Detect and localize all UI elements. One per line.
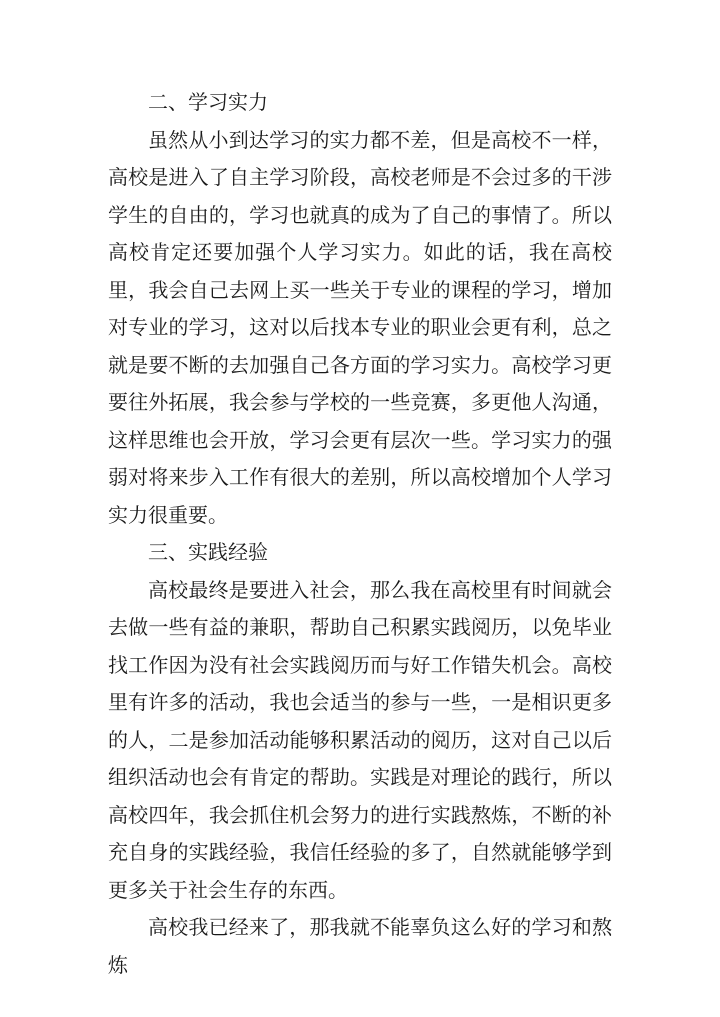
paragraph-closing: 高校我已经来了，那我就不能辜负这么好的学习和熬炼: [108, 915, 612, 977]
section-heading-practice-experience: 三、实践经验: [148, 540, 268, 564]
document-page: [108, 84, 612, 984]
paragraph-study-ability: 虽然从小到达学习的实力都不差，但是高校不一样，高校是进入了自主学习阶段，高校老师是不会过多的干涉学生的自由的，学习也就真的成为了自己的事情了。所以高校肯定还要加强个人学习实力。如此的话，我在高校里，我会自己去网上买一些关于专业的课程的学习，增加对专业的学习，这对以后找本专业的职业会更有利，总之就是要不断的去加强自己各方面的学习实力。高校学习更要往外拓展，我会参与学校的一些竞赛，多更他人沟通，这样思维也会开放，学习会更有层次一些。学习实力的强弱对将来步入工作有很大的差别，所以高校增加个人学习实力很重要。: [108, 127, 612, 527]
section-heading-study-ability: 二、学习实力: [148, 90, 268, 114]
paragraph-practice-experience: 高校最终是要进入社会，那么我在高校里有时间就会去做一些有益的兼职，帮助自己积累实践阅历，以免毕业找工作因为没有社会实践阅历而与好工作错失机会。高校里有许多的活动，我也会适当的参与一些，一是相识更多的人，二是参加活动能够积累活动的阅历，这对自己以后组织活动也会有肯定的帮助。实践是对理论的践行，所以高校四年，我会抓住机会努力的进行实践熬炼，不断的补充自身的实践经验，我信任经验的多了，自然就能够学到更多关于社会生存的东西。: [108, 577, 612, 902]
